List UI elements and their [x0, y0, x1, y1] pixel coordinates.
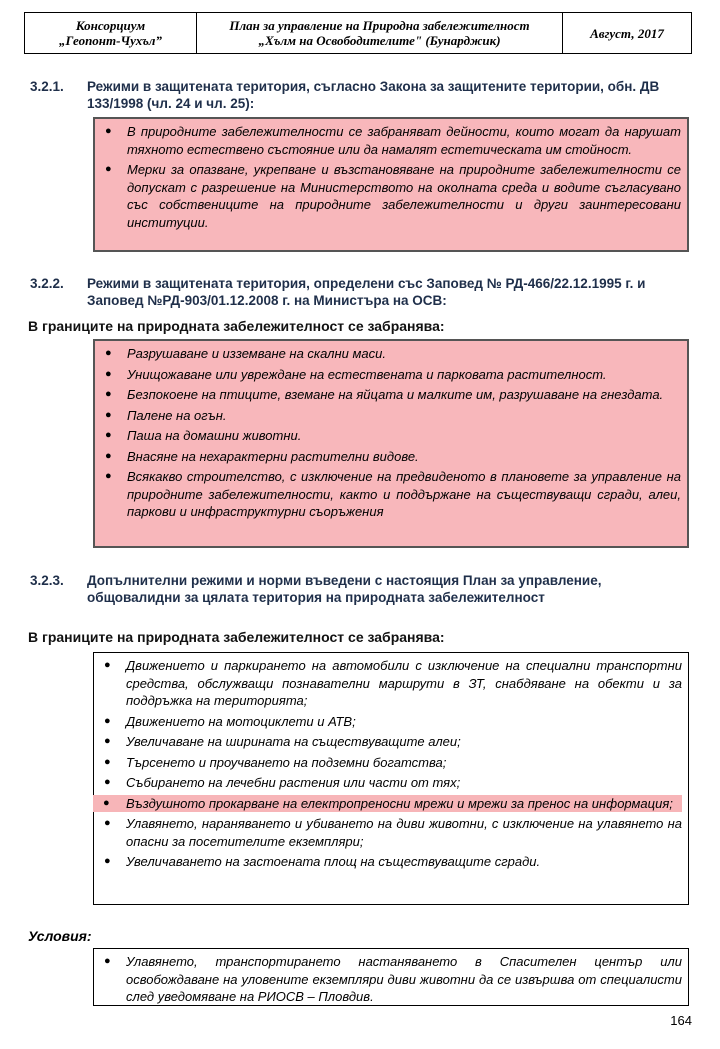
bullet-icon: ● [105, 429, 112, 441]
list-item: ● Увеличаване на ширината на съществуващите алеи; [104, 734, 461, 749]
bullet-icon: ● [104, 817, 111, 829]
list-item: ● Унищожаване или увреждане на естествената и парковата растителност. [105, 366, 607, 382]
list-item: ● Внасяне на нехарактерни растителни видове. [105, 448, 419, 464]
list-item: ● Търсенето и проучването на подземни богатства; [104, 754, 447, 770]
bullet-icon: ● [104, 855, 111, 867]
bullet-icon: ● [105, 470, 112, 482]
list-item: ● Движението на мотоциклети и АТВ; [104, 713, 356, 729]
document-header [24, 12, 692, 54]
list-item: ● Движението и паркирането на автомобили с изключение на специални транспортни средства, обслужващи познавателни маршрути в ЗТ, снабдяване на обекти и за поддръжка на територията; [104, 658, 682, 708]
bullet-icon: ● [104, 659, 111, 671]
list-item: ● Събирането на лечебни растения или части от тях; [104, 775, 461, 790]
bullet-icon: ● [103, 796, 110, 809]
conditions-box [93, 948, 689, 1006]
list-item: ● Улавянето, нараняването и убиването на диви животни, с изключение на улавянето на опасни за посетителите екземпляри; [104, 816, 682, 849]
bullet-icon: ● [105, 388, 112, 400]
bullet-icon: ● [105, 125, 112, 137]
bullet-icon: ● [105, 163, 112, 175]
header-plan-title: План за управление на Природна забележителност „Хълм на Освободителите" (Бунарджик) [197, 13, 563, 54]
section-heading-3-2-3: 3.2.3. Допълнителни режими и норми въведени с настоящия План за управление, общовалидни за цялата територия на природната забележителност [30, 573, 602, 605]
ban-intro-2: В границите на природната забележителност се забранява: [28, 629, 445, 645]
header-consortium: Консорциум „Геопонт-Чухъл” [25, 13, 197, 54]
ban-intro-1: В границите на природната забележителност се забранява: [28, 318, 445, 334]
bullet-icon: ● [104, 755, 111, 768]
list-item: ● Мерки за опазване, укрепване и възстановяване на природните забележителности се допускат с разрешение на Министерството на околната среда и водите съгласувано със собствениците на природните забележителности и други заинтересовани институции. [105, 162, 681, 230]
bullet-icon: ● [105, 449, 112, 462]
bullet-icon: ● [104, 776, 111, 788]
conditions-label: Условия: [28, 928, 92, 944]
bullet-icon: ● [104, 714, 111, 727]
list-item: ● Паша на домашни животни. [105, 428, 302, 443]
bullet-icon: ● [104, 955, 111, 967]
regime-box-plan [93, 652, 689, 905]
bullet-icon: ● [105, 367, 112, 380]
page-number: 164 [670, 1013, 692, 1028]
list-item: ● Увеличаването на застоената площ на съществуващите сгради. [104, 854, 541, 869]
list-item: ● Безпокоене на птиците, вземане на яйцата и малките им, разрушаване на гнездата. [105, 387, 664, 402]
list-item: ● Разрушаване и изземване на скални маси. [105, 346, 386, 361]
bullet-icon: ● [105, 408, 112, 421]
bullet-icon: ● [104, 735, 111, 747]
bullet-icon: ● [105, 347, 112, 359]
regime-box-orders [93, 339, 689, 548]
list-item-highlighted: ● Въздушното прокарване на електропреносни мрежи и мрежи за пренос на информация; [93, 795, 682, 813]
list-item: ● Всякакво строителство, с изключение на предвиденото в плановете за управление на природните забележителности, както и поддържане на съществуващи сгради, алеи, паркови и инфраструктурни съоръжения [105, 469, 681, 519]
list-item: ● Палене на огън. [105, 407, 227, 423]
section-heading-3-2-1: 3.2.1. Режими в защитената територия, съгласно Закона за защитените територии, обн. ДВ 133/1998 (чл. 24 и чл. 25): [30, 79, 660, 111]
header-date: Август, 2017 [563, 13, 692, 54]
list-item: ● В природните забележителности се забраняват дейности, които могат да нарушат тяхното естествено състояние или да намалят естетическата им стойност. [105, 124, 681, 157]
regime-box-law [93, 117, 689, 252]
list-item: ● Улавянето, транспортирането настаняването в Спасителен център или освобождаване на уловените екземпляри диви животни да се извършва от специалисти след уведомяване на РИОСВ – Пловдив. [104, 954, 682, 1004]
section-heading-3-2-2: 3.2.2. Режими в защитената територия, определени със Заповед № РД-466/22.12.1995 г. и Заповед №РД-903/01.12.2008 г. на Министъра на ОСВ: [30, 276, 646, 308]
